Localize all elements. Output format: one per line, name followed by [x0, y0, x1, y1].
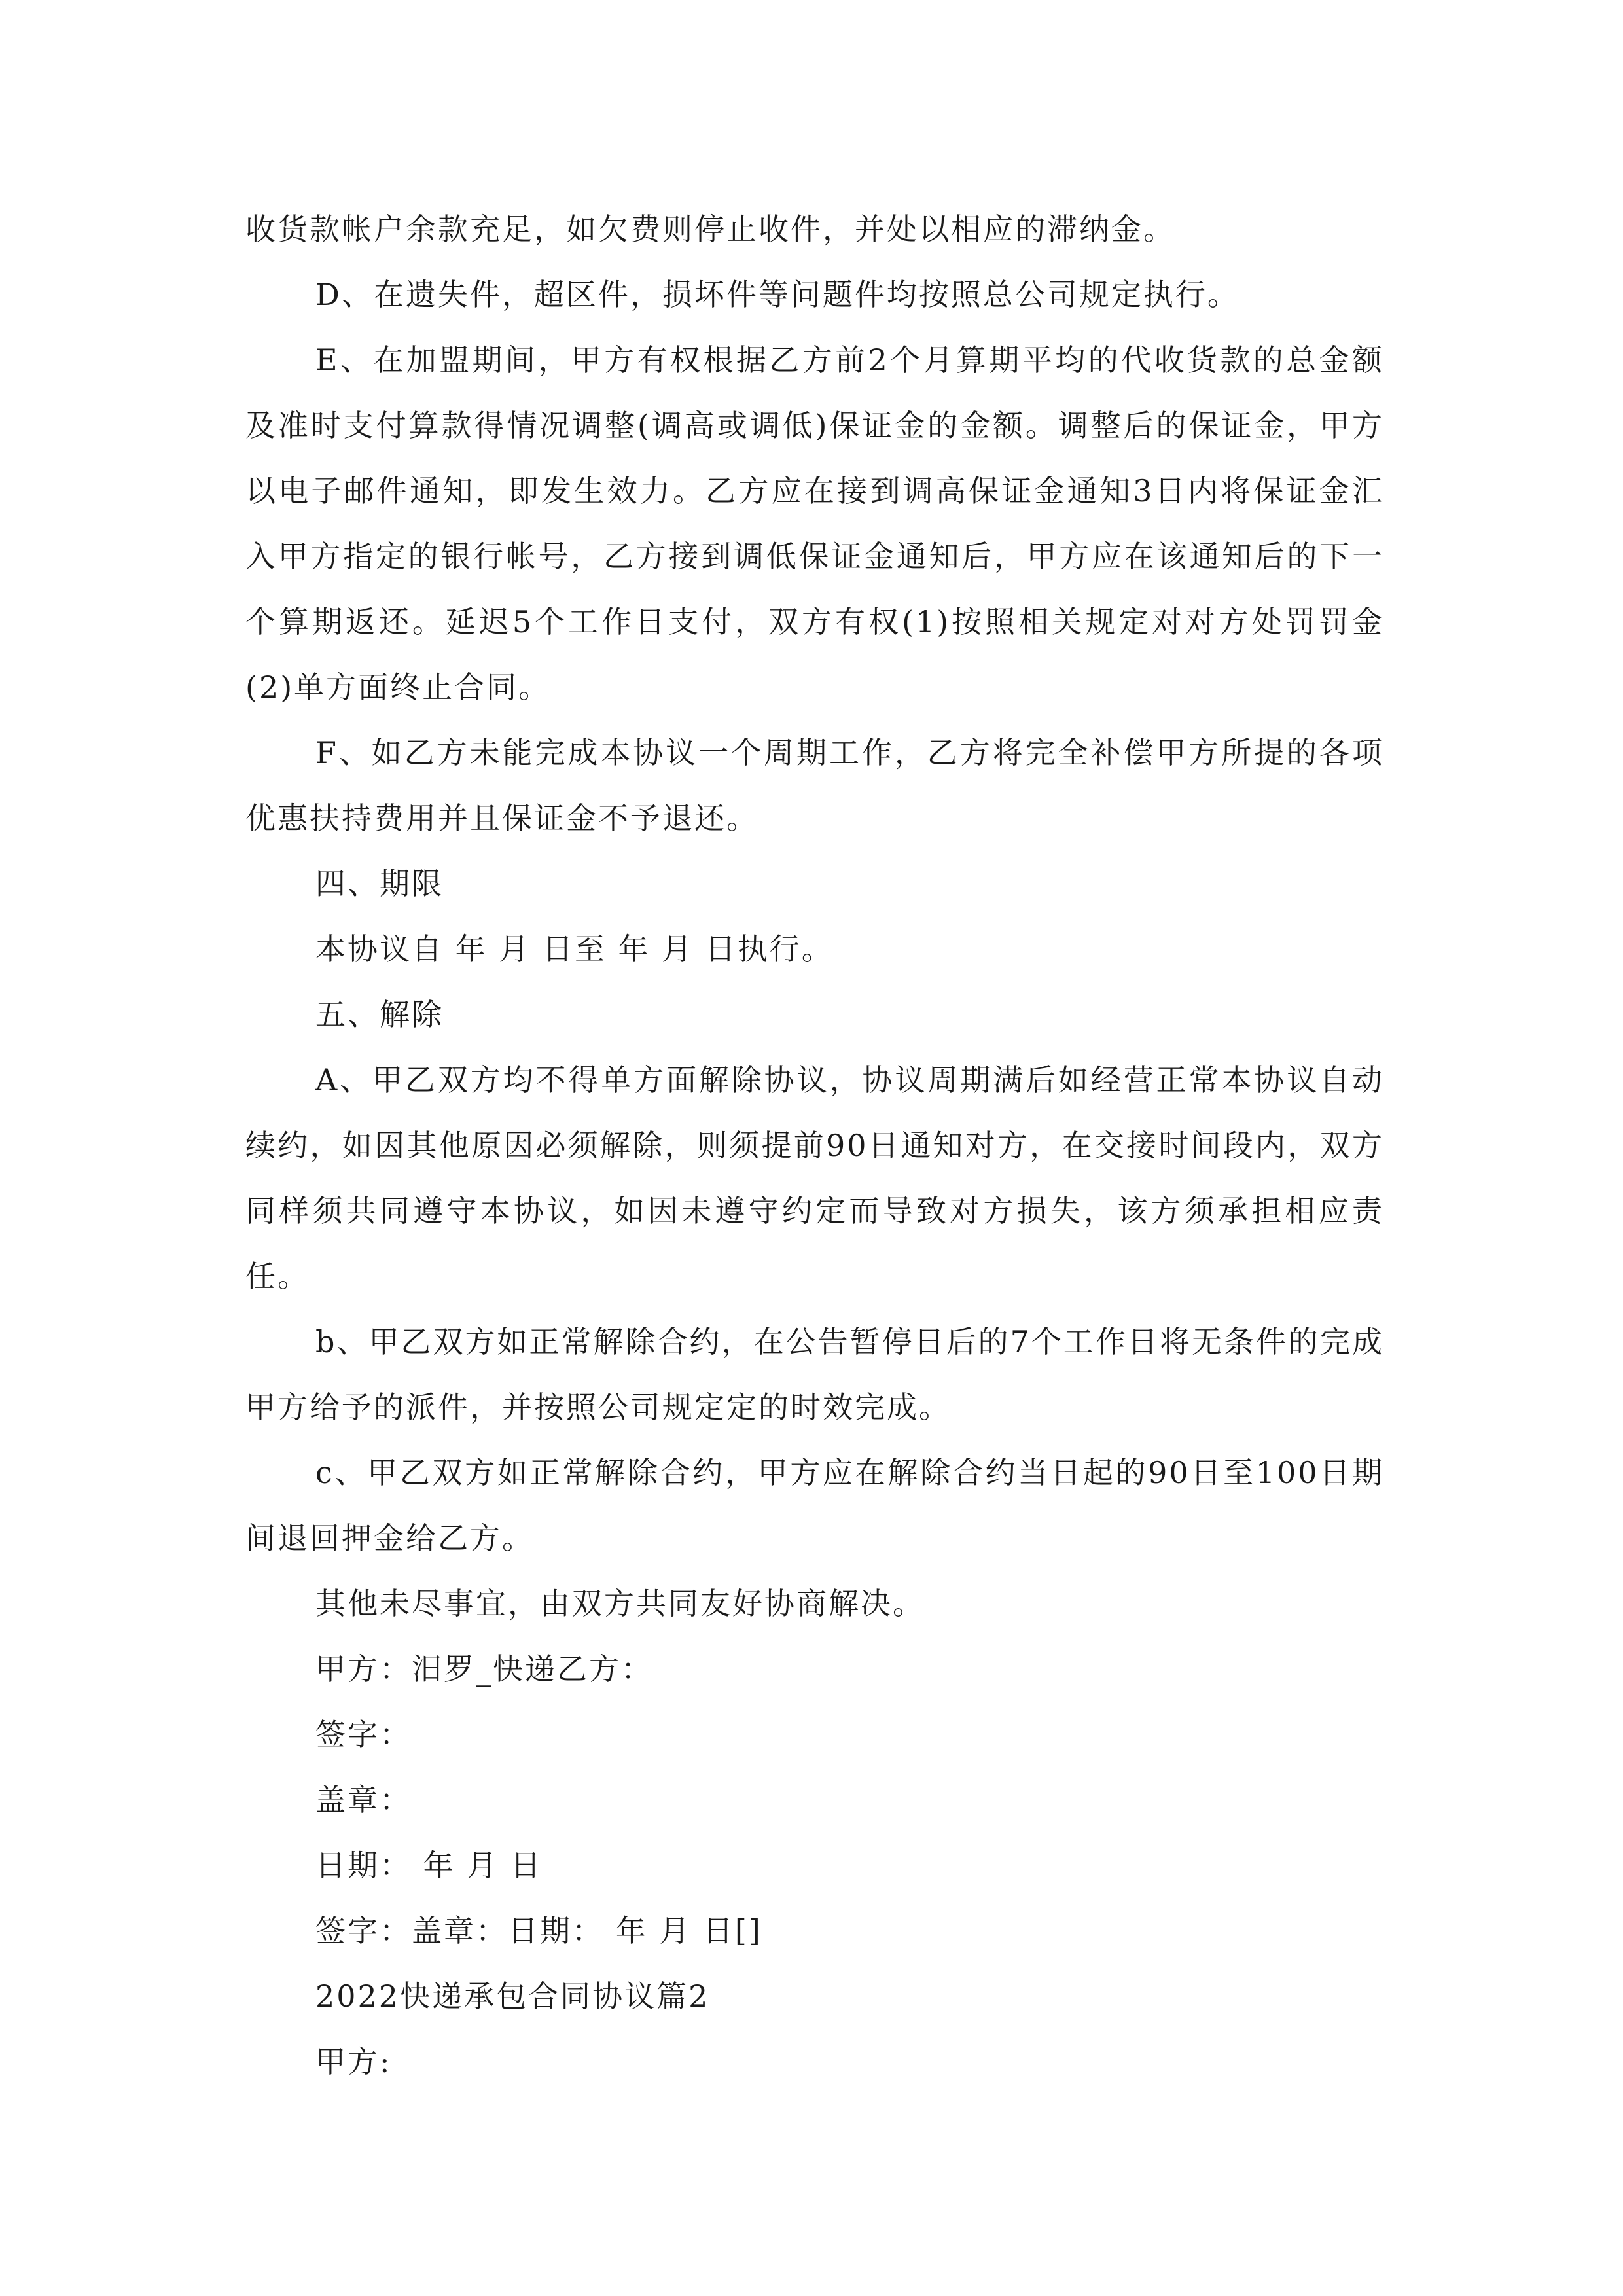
document-body [245, 196, 1384, 2094]
signature-combined-line: 签字：盖章：日期： 年 月 日[] [315, 1913, 762, 1948]
next-contract-title: 2022快递承包合同协议篇2 [315, 1979, 710, 2014]
signature-parties-line: 甲方：汨罗_快递乙方： [315, 1651, 653, 1687]
paragraph-clause-e: E、在加盟期间，甲方有权根据乙方前2个月算期平均的代收货款的总金额及准时支付算款得情况调整(调高或调低)保证金的金额。调整后的保证金，甲方以电子邮件通知，即发生效力。乙方应在接到调高保证金通知3日内将保证金汇入甲方指定的银行帐号，乙方接到调低保证金通知后，甲方应在该通知后的下一个算期返还。延迟5个工作日支付，双方有权(1)按照相关规定对对方处罚罚金(2)单方面终止合同。 [245, 342, 1384, 705]
paragraph-payment-continuation: 收货款帐户余款充足，如欠费则停止收件，并处以相应的滞纳金。 [245, 211, 1175, 247]
signature-sign-line: 签字： [315, 1717, 412, 1752]
paragraph-clause-d: D、在遗失件，超区件，损坏件等问题件均按照总公司规定执行。 [315, 277, 1240, 312]
paragraph-termination-b: b、甲乙双方如正常解除合约，在公告暂停日后的7个工作日将无条件的完成甲方给予的派件，并按照公司规定定的时效完成。 [245, 1324, 1384, 1425]
next-contract-party-a: 甲方: [315, 2044, 392, 2079]
section-heading-term: 四、期限 [315, 866, 444, 901]
paragraph-termination-a: A、甲乙双方均不得单方面解除协议，协议周期满后如经营正常本协议自动续约，如因其他原因必须解除，则须提前90日通知对方，在交接时间段内，双方同样须共同遵守本协议，如因未遵守约定而导致对方损失，该方须承担相应责任。 [245, 1062, 1384, 1294]
signature-seal-line: 盖章： [315, 1782, 412, 1818]
paragraph-other-matters: 其他未尽事宜，由双方共同友好协商解决。 [315, 1586, 925, 1621]
section-heading-termination: 五、解除 [315, 997, 444, 1032]
paragraph-term-period: 本协议自 年 月 日至 年 月 日执行。 [315, 931, 834, 967]
paragraph-clause-f: F、如乙方未能完成本协议一个周期工作，乙方将完全补偿甲方所提的各项优惠扶持费用并且保证金不予退还。 [245, 735, 1384, 836]
signature-date-line: 日期： 年 月 日 [315, 1848, 543, 1883]
paragraph-termination-c: c、甲乙双方如正常解除合约，甲方应在解除合约当日起的90日至100日期间退回押金给乙方。 [245, 1455, 1384, 1556]
